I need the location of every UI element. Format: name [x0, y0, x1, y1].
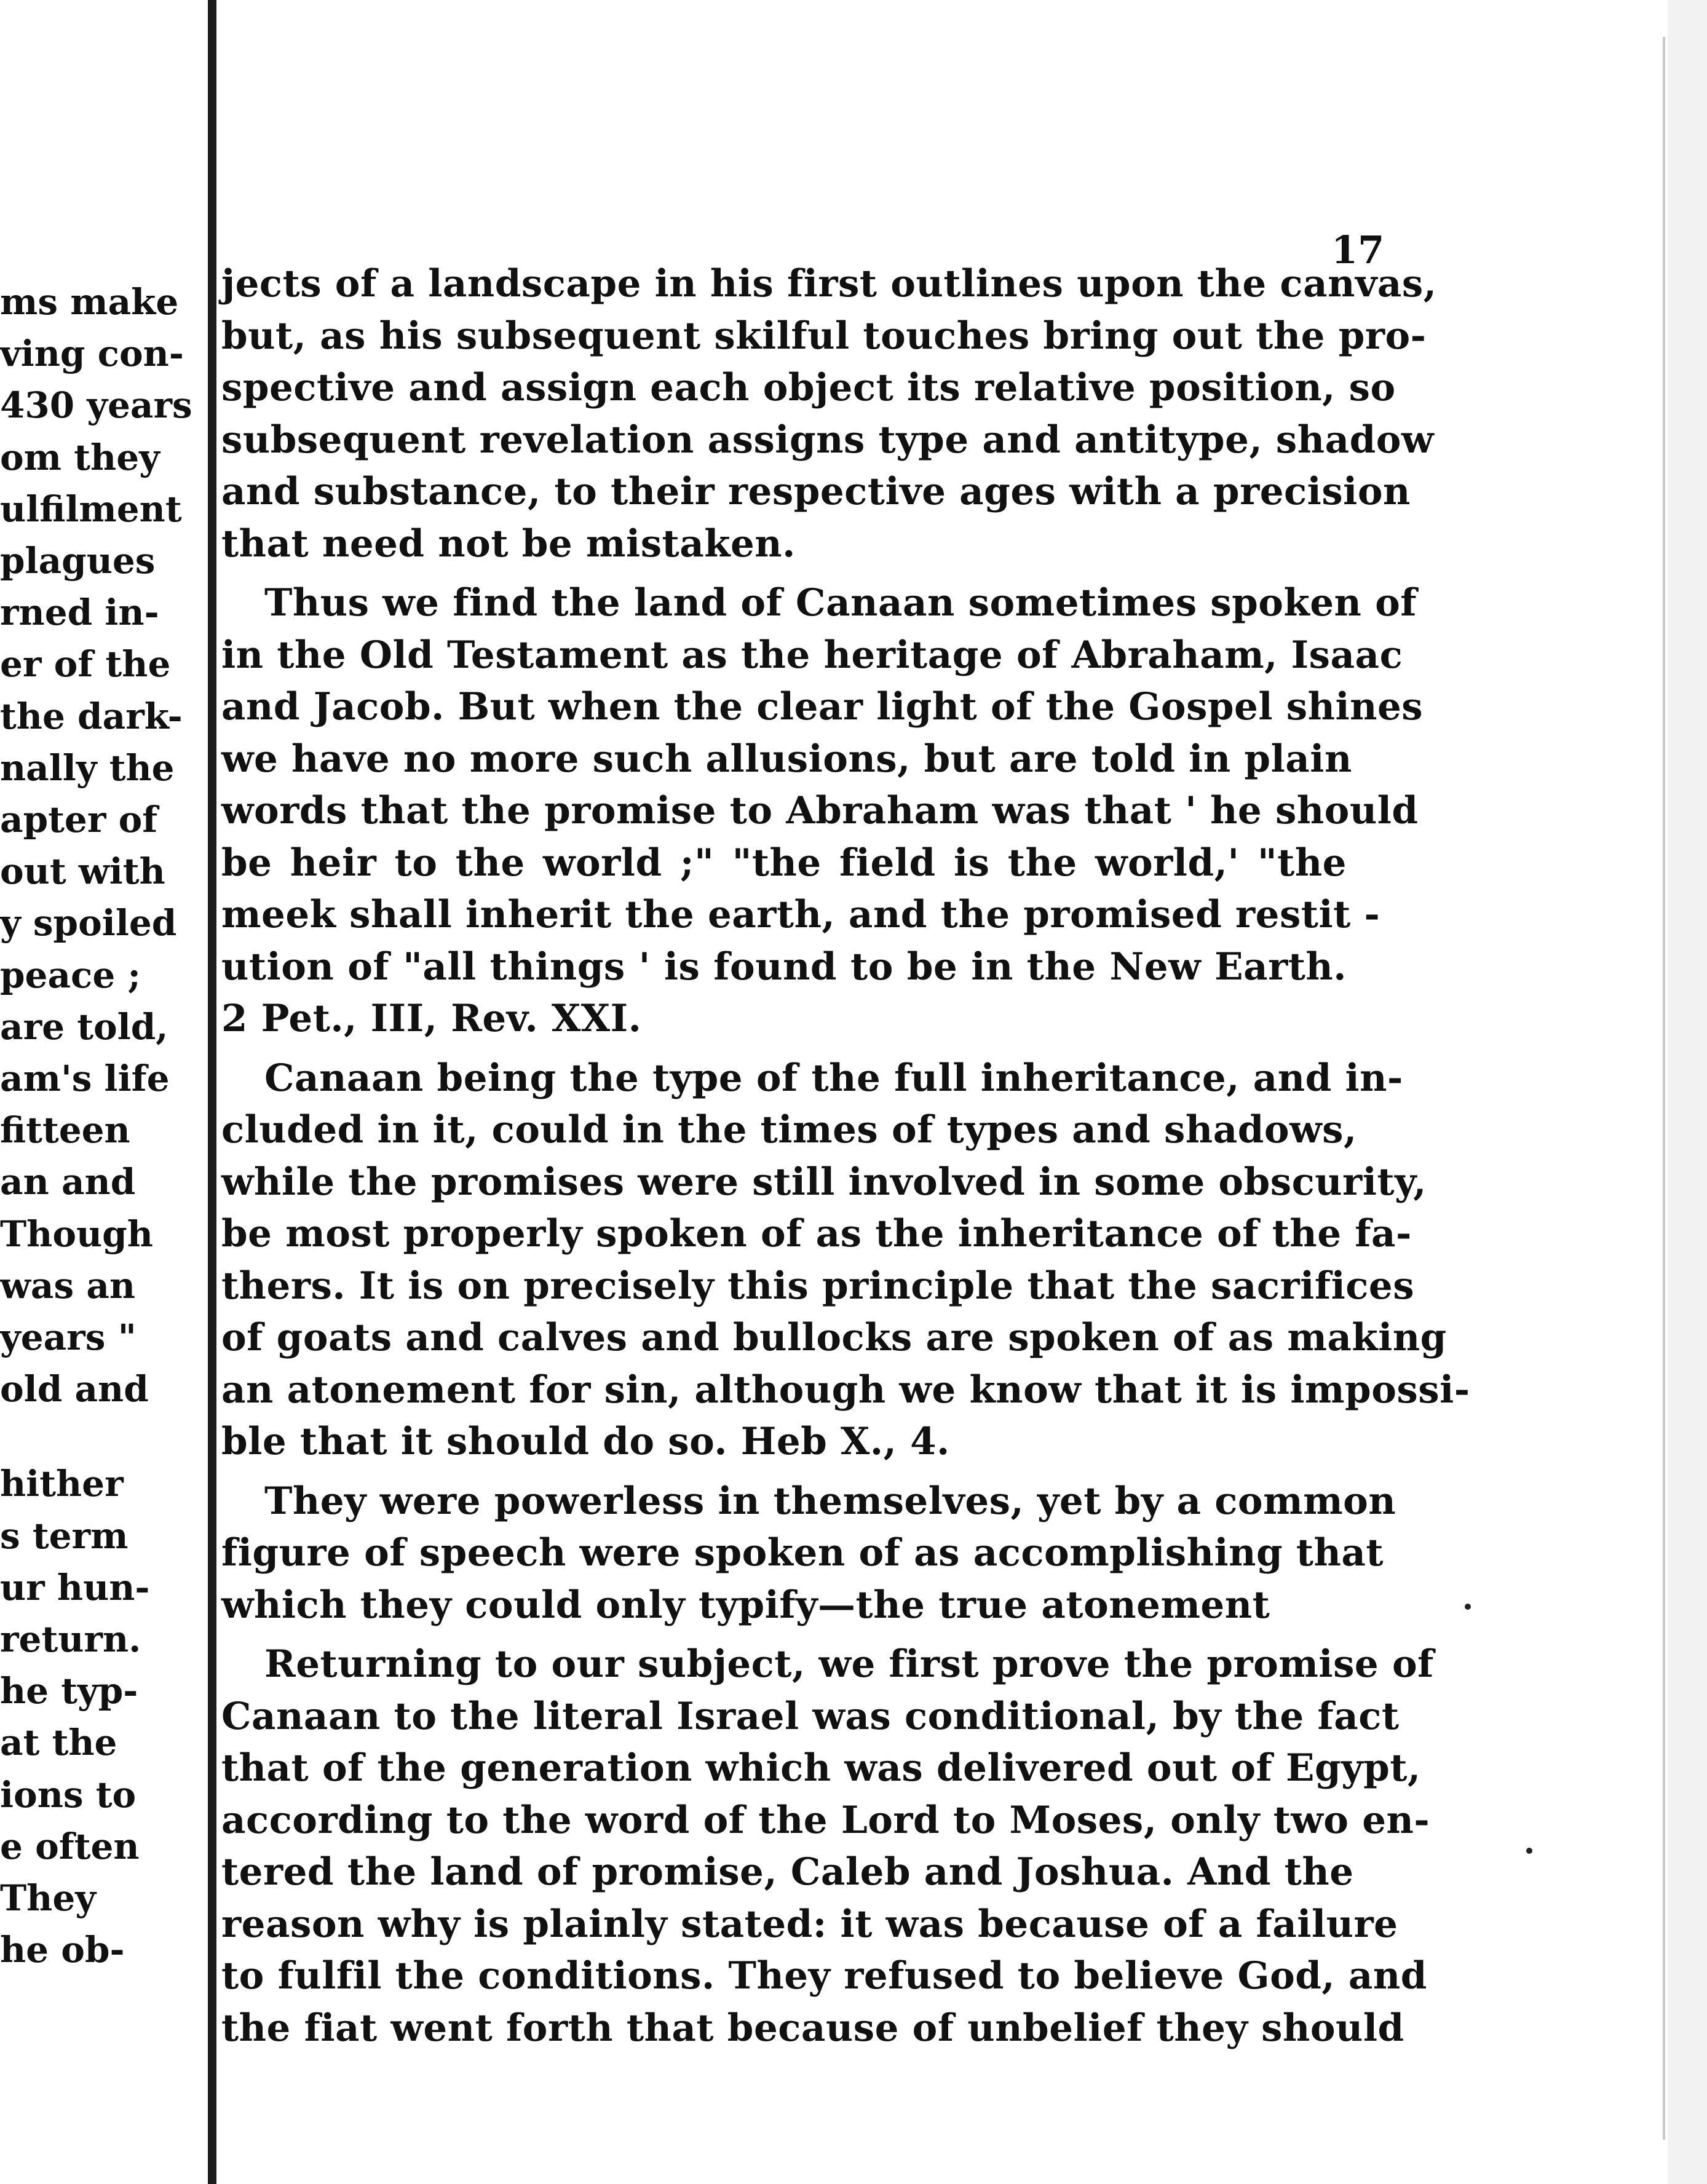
left-page-line: ving con- [0, 333, 184, 375]
text-line: Thus we find the land of Canaan sometimes spoken of [264, 581, 1417, 625]
left-page-line: rned in- [0, 592, 159, 634]
paragraph [221, 258, 1437, 570]
text-line: of goats and calves and bullocks are spoken of as making [221, 1316, 1447, 1359]
text-line: spective and assign each object its relative position, so [221, 366, 1396, 410]
left-page-fragment [0, 0, 209, 2184]
paragraph [221, 1476, 1396, 1632]
text-line: thers. It is on precisely this principle that the sacrifices [221, 1264, 1415, 1308]
paragraph-gap [221, 1468, 1347, 1476]
text-line: words that the promise to Abraham was that ' he should [221, 789, 1419, 833]
left-page-line: fitteen [0, 1109, 130, 1152]
left-page-line: They [0, 1877, 96, 1919]
page-edge-line [1663, 37, 1665, 2140]
paragraph [221, 577, 1424, 1045]
text-line: Returning to our subject, we first prove the promise of [264, 1642, 1434, 1686]
page-number: 17 [1331, 228, 1385, 272]
left-page-line: y spoiled [0, 902, 177, 944]
left-page-line: are told, [0, 1005, 168, 1048]
left-page-line: ms make [0, 281, 179, 323]
text-line: in the Old Testament as the heritage of Abraham, Isaac [221, 633, 1403, 677]
left-page-line: ions to [0, 1773, 137, 1816]
text-line: ble that it should do so. Heb X., 4. [221, 1420, 950, 1463]
left-page-line: the dark- [0, 695, 183, 737]
left-page-line: return. [0, 1618, 141, 1660]
book-gutter [208, 0, 216, 2184]
text-line: which they could only typify—the true atonement [221, 1583, 1270, 1627]
left-page-line: Though [0, 1213, 153, 1255]
paragraph-gap [221, 570, 1347, 577]
text-line: meek shall inherit the earth, and the promised restit - [221, 893, 1380, 936]
left-page-line: e often [0, 1825, 140, 1867]
text-line: that need not be mistaken. [221, 521, 796, 566]
text-line: cluded in it, could in the times of types and shadows, [221, 1108, 1357, 1152]
text-line: be most properly spoken of as the inheritance of the fa- [221, 1212, 1412, 1256]
text-line: the fiat went forth that because of unbelief they should [221, 2006, 1404, 2050]
text-line: we have no more such allusions, but are told in plain [221, 737, 1352, 781]
body-text [221, 258, 1470, 2054]
left-page-line: peace ; [0, 954, 141, 996]
text-line: and Jacob. But when the clear light of the Gospel shines [221, 685, 1424, 729]
text-line: Canaan being the type of the full inheritance, and in- [264, 1056, 1403, 1100]
text-line: jects of a landscape in his first outlines upon the canvas, [221, 262, 1437, 306]
left-page-line: am's life [0, 1058, 170, 1099]
ink-speck [1526, 1848, 1532, 1854]
paragraph-gap [221, 1631, 1347, 1639]
left-page-line: nally the [0, 746, 175, 789]
text-line: an atonement for sin, although we know that it is impossi- [221, 1367, 1470, 1412]
text-line: that of the generation which was delivered out of Egypt, [221, 1746, 1421, 1790]
left-page-line: er of the [0, 643, 171, 686]
left-page-line: s term [0, 1514, 129, 1557]
left-page-line: 430 years [0, 384, 192, 427]
paragraph-gap [221, 1045, 1347, 1053]
text-line: tered the land of promise, Caleb and Joshua. And the [221, 1850, 1354, 1894]
text-line: ution of "all things ' is found to be in the New Earth. [221, 944, 1347, 989]
text-line: but, as his subsequent skilful touches bring out the pro- [221, 314, 1427, 358]
text-line: subsequent revelation assigns type and antitype, shadow [221, 417, 1434, 462]
left-page-line: ur hun- [0, 1566, 150, 1608]
paragraph [221, 1053, 1470, 1468]
text-line: and substance, to their respective ages with a precision [221, 470, 1411, 513]
text-line: be heir to the world ;" "the field is the world,' "the [221, 841, 1347, 885]
left-page-line: years " [0, 1316, 137, 1358]
left-page-line: apter of [0, 799, 158, 841]
text-line: figure of speech were spoken of as accomplishing that [221, 1531, 1384, 1575]
left-page-line: at the [0, 1722, 117, 1764]
text-line: while the promises were still involved in some obscurity, [221, 1160, 1427, 1204]
left-page-line: plagues [0, 540, 156, 582]
left-page-line: he typ- [0, 1670, 138, 1712]
left-page-line: was an [0, 1264, 136, 1307]
ink-speck [1465, 1604, 1471, 1610]
left-page-line: old and [0, 1368, 149, 1410]
left-page-line: ulfilment [0, 488, 182, 530]
text-line: to fulfil the conditions. They refused to believe God, and [221, 1954, 1427, 1998]
text-line: 2 Pet., III, Rev. XXI. [221, 997, 642, 1040]
left-page-line: out with [0, 850, 165, 893]
left-page-line: an and [0, 1161, 136, 1203]
left-page-line: hither [0, 1463, 124, 1505]
text-line: They were powerless in themselves, yet by a common [264, 1479, 1396, 1523]
text-line: according to the word of the Lord to Moses, only two en- [221, 1798, 1430, 1842]
text-line: Canaan to the literal Israel was conditional, by the fact [221, 1694, 1400, 1738]
paragraph [221, 1639, 1434, 2054]
left-page-line: om they [0, 436, 160, 478]
text-line: reason why is plainly stated: it was because of a failure [221, 1902, 1398, 1946]
left-page-line: he ob- [0, 1929, 125, 1971]
page-edge [1668, 0, 1707, 2184]
